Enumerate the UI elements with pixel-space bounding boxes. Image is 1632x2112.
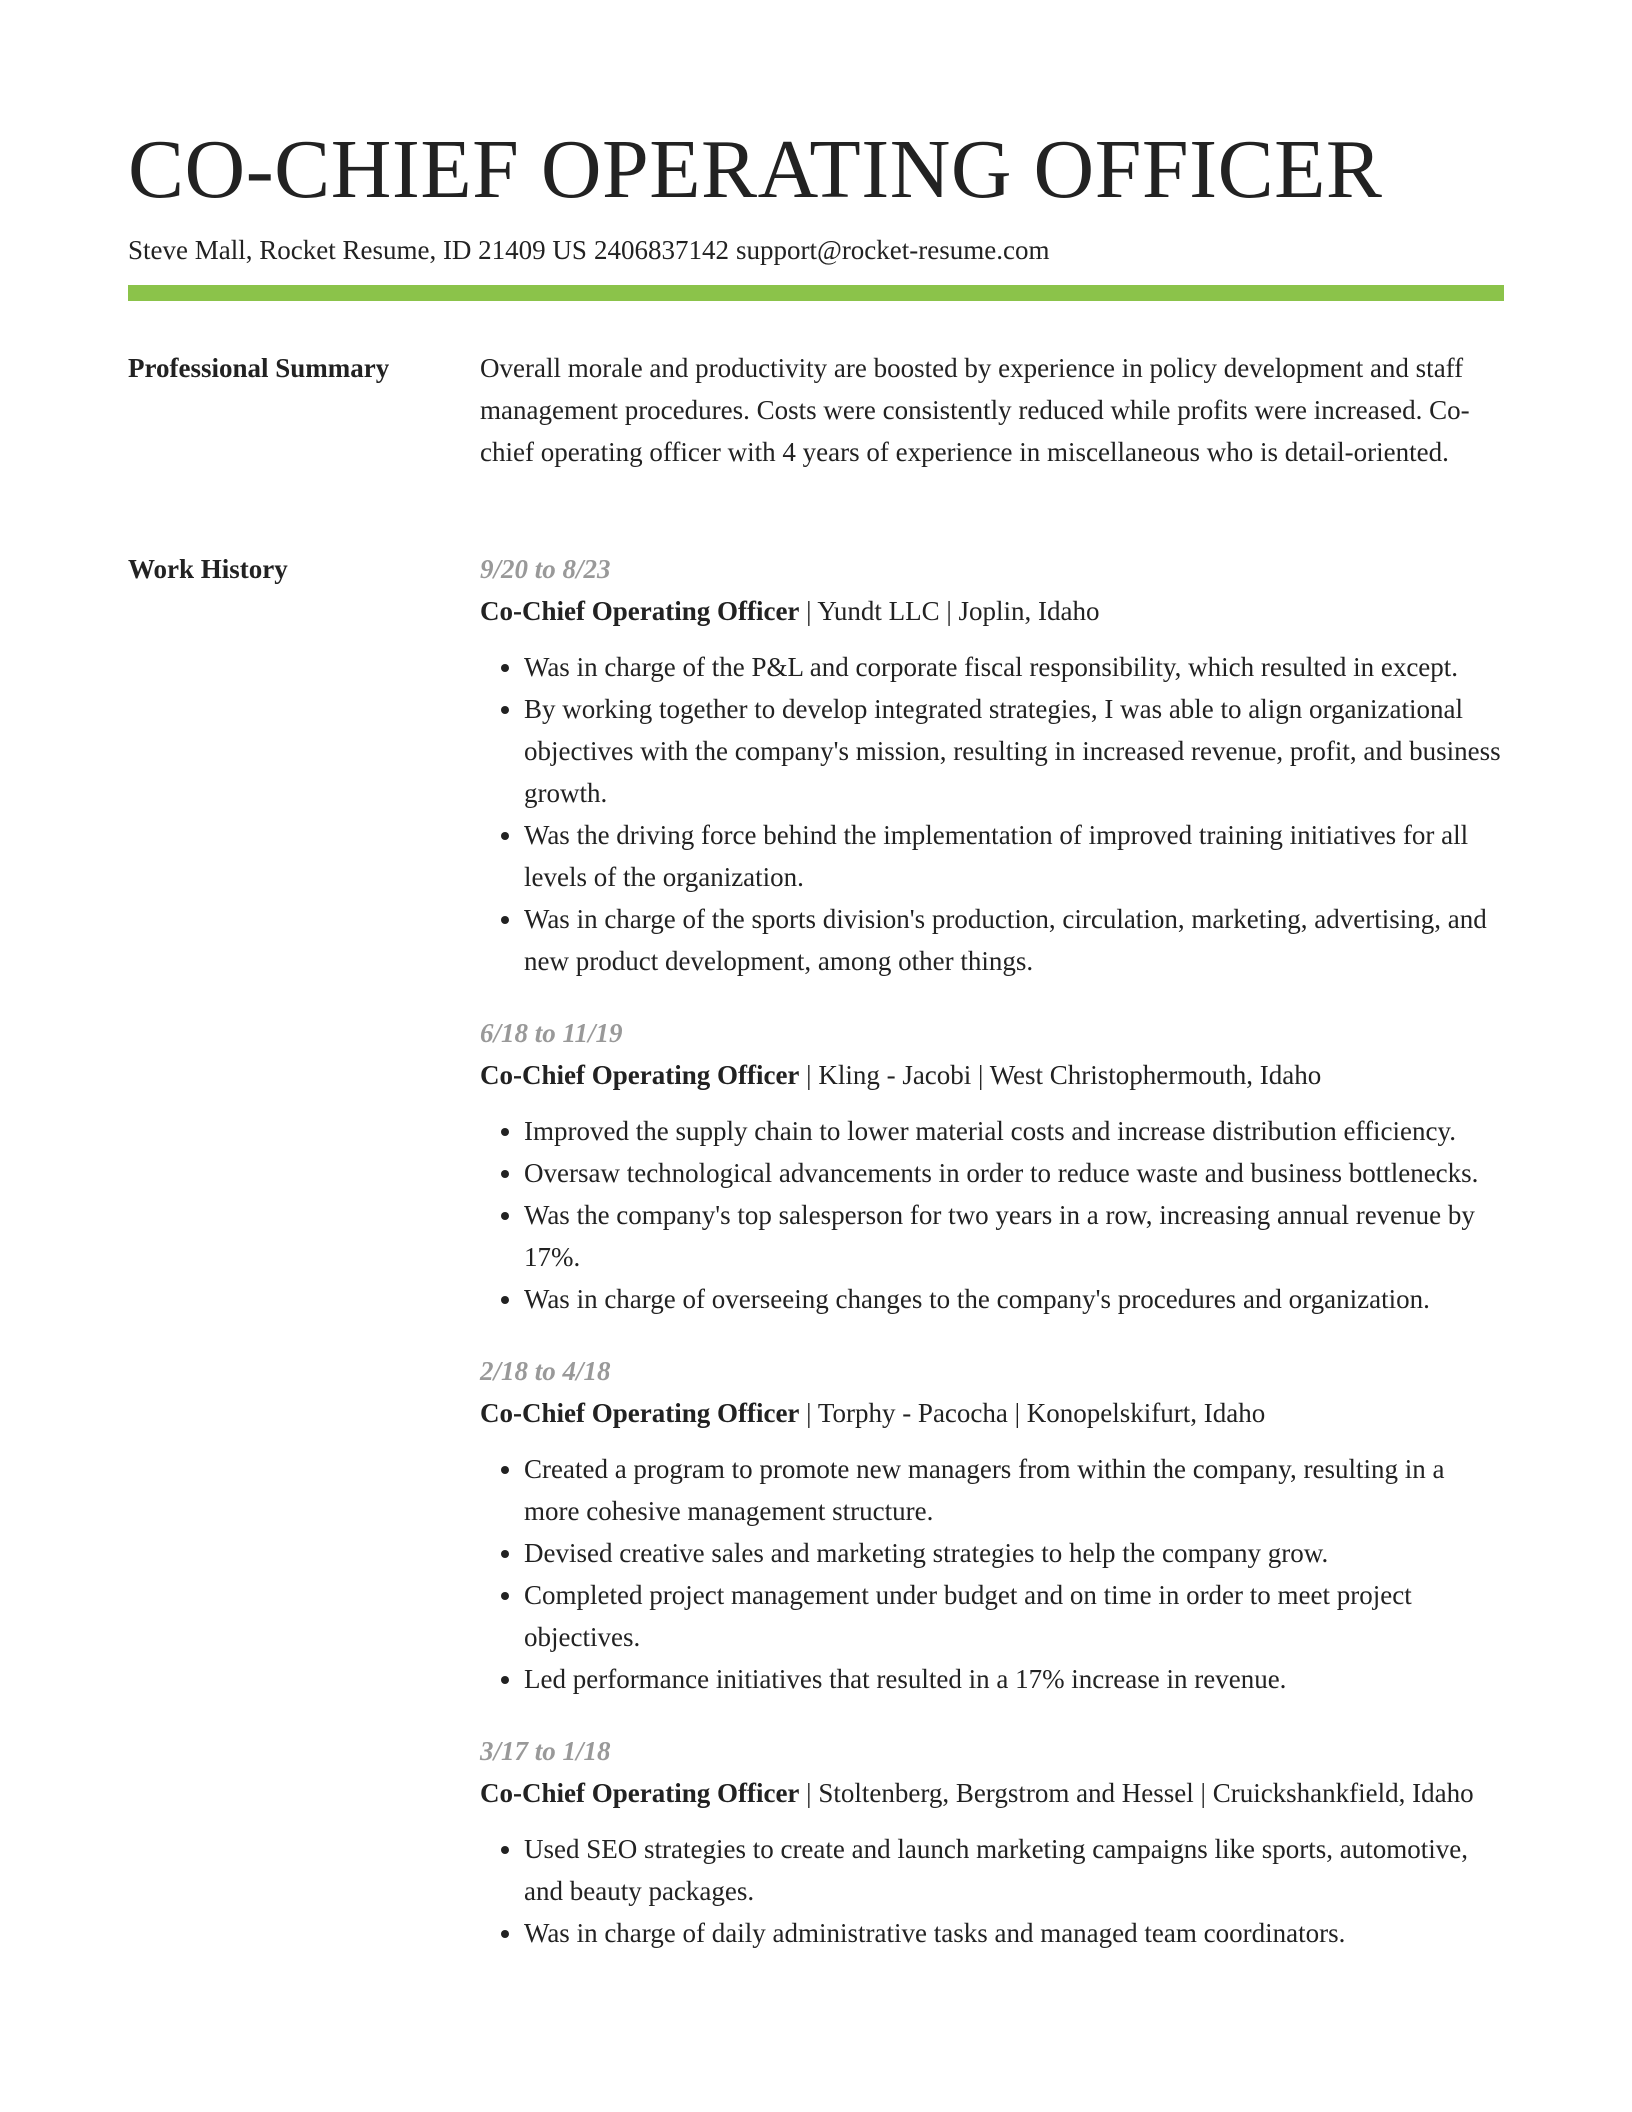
section-label-work-history: Work History [128,554,288,584]
resume-title: CO-CHIEF OPERATING OFFICER [128,123,1383,216]
contact-name-address: Steve Mall, Rocket Resume, ID 21409 US [128,235,587,265]
job-bullet: • Oversaw technological advancements in order to reduce waste and business bottlenecks. [524,1152,1504,1194]
job-title-line [480,1772,1504,1814]
job-details: | Stoltenberg, Bergstrom and Hessel | Cruickshankfield, Idaho [799,1778,1474,1808]
section-label-summary: Professional Summary [128,353,390,383]
job-details: | Torphy - Pacocha | Konopelskifurt, Idaho [799,1398,1266,1428]
header-divider [128,285,1504,301]
job-bullet: • Completed project management under budget and on time in order to meet project objectives. [524,1574,1504,1658]
job-entry [480,548,1504,982]
summary-text: Overall morale and productivity are boosted by experience in policy development and staff management procedures. Costs were consistently reduced while profits were increased. Co-chief operating officer with 4 years of experience in miscellaneous who is detail-oriented. [480,353,1470,467]
job-dates: 6/18 to 11/19 [480,1018,623,1048]
job-title-line [480,590,1504,632]
job-details: | Kling - Jacobi | West Christophermouth, Idaho [799,1060,1322,1090]
job-title-line [480,1392,1504,1434]
job-bullet: • Was in charge of daily administrative tasks and managed team coordinators. [524,1912,1504,1954]
job-bullets [480,1828,1504,1954]
job-dates: 3/17 to 1/18 [480,1736,611,1766]
job-bullet: • Led performance initiatives that resulted in a 17% increase in revenue. [524,1658,1504,1700]
job-dates: 2/18 to 4/18 [480,1356,611,1386]
job-bullet: • Improved the supply chain to lower material costs and increase distribution efficiency. [524,1110,1504,1152]
job-bullet: • Was the company's top salesperson for two years in a row, increasing annual revenue by 17%. [524,1194,1504,1278]
contact-phone: 2406837142 [593,235,729,265]
job-bullet: • Was in charge of the sports division's production, circulation, marketing, advertising, and new product development, among other things. [524,898,1504,982]
summary-body [480,347,1504,473]
job-bullet: • Was in charge of the P&L and corporate fiscal responsibility, which resulted in except. [524,646,1504,688]
job-bullets [480,646,1504,982]
job-bullets [480,1448,1504,1700]
job-role: Co-Chief Operating Officer [480,1060,800,1090]
job-bullets [480,1110,1504,1320]
job-role: Co-Chief Operating Officer [480,1778,800,1808]
job-role: Co-Chief Operating Officer [480,596,800,626]
job-bullet: • Devised creative sales and marketing strategies to help the company grow. [524,1532,1504,1574]
job-bullet: • Created a program to promote new managers from within the company, resulting in a more cohesive management structure. [524,1448,1504,1532]
resume-header [128,120,1504,268]
job-bullet: • By working together to develop integrated strategies, I was able to align organizational objectives with the company's mission, resulting in increased revenue, profit, and business growth. [524,688,1504,814]
contact-line [128,232,1504,268]
job-role: Co-Chief Operating Officer [480,1398,800,1428]
work-history-list [480,548,1504,1984]
job-entry [480,1730,1504,1954]
job-entry [480,1012,1504,1320]
contact-email: support@rocket-resume.com [735,235,1050,265]
job-bullet: • Was the driving force behind the implementation of improved training initiatives for all levels of the organization. [524,814,1504,898]
job-details: | Yundt LLC | Joplin, Idaho [799,596,1100,626]
job-bullet: • Used SEO strategies to create and launch marketing campaigns like sports, automotive, and beauty packages. [524,1828,1504,1912]
job-bullet: • Was in charge of overseeing changes to the company's procedures and organization. [524,1278,1504,1320]
job-dates: 9/20 to 8/23 [480,554,611,584]
job-entry [480,1350,1504,1700]
job-title-line [480,1054,1504,1096]
